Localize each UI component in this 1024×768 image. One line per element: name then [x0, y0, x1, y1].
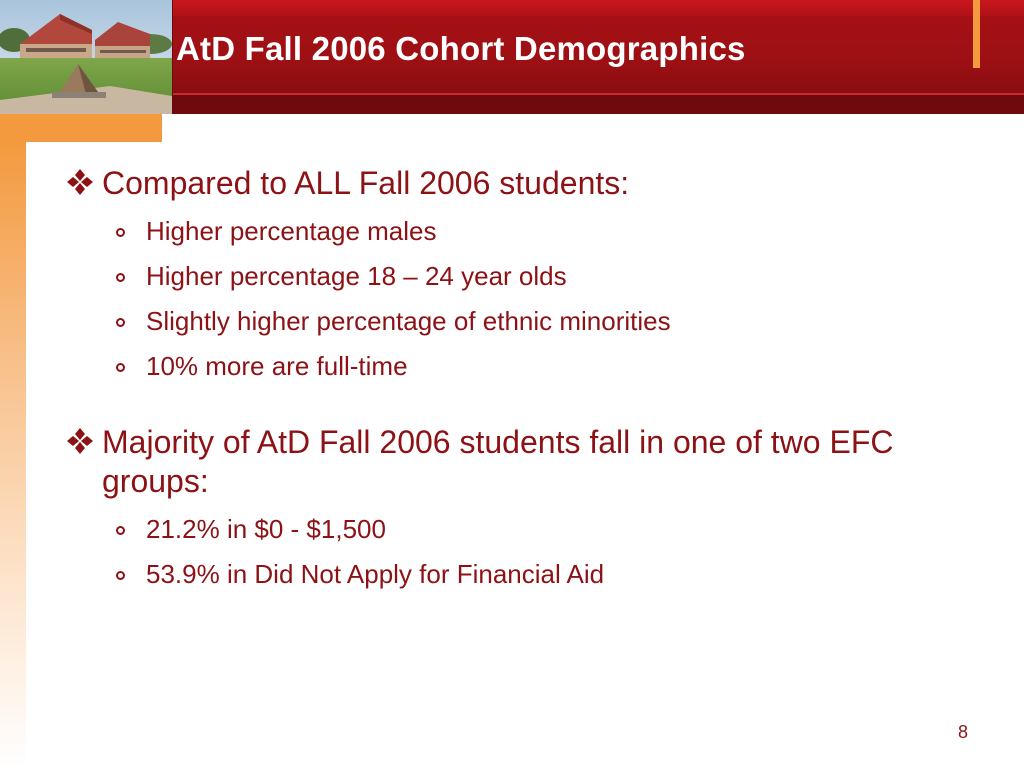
- diamond-bullet-icon: [66, 168, 94, 196]
- section-heading: [62, 423, 962, 501]
- section-heading-text: Compared to ALL Fall 2006 students:: [102, 165, 630, 201]
- list-item-text: Slightly higher percentage of ethnic minorities: [146, 306, 671, 336]
- section-heading: [62, 164, 962, 203]
- list-item: [62, 259, 962, 293]
- circle-bullet-icon: [116, 526, 125, 535]
- circle-bullet-icon: [116, 273, 125, 282]
- section-spacer: [62, 383, 962, 423]
- left-gradient-bar: [0, 142, 26, 768]
- list-item-text: Higher percentage 18 – 24 year olds: [146, 261, 567, 291]
- section-heading-text: Majority of AtD Fall 2006 students fall in one of two EFC groups:: [102, 424, 894, 499]
- list-item: [62, 557, 962, 591]
- slide-header: [0, 0, 1024, 114]
- orange-accent-block: [0, 114, 162, 142]
- diamond-bullet-icon: [66, 427, 94, 455]
- circle-bullet-icon: [116, 318, 125, 327]
- circle-bullet-icon: [116, 228, 125, 237]
- slide-content: [62, 164, 962, 591]
- list-item-text: 53.9% in Did Not Apply for Financial Aid: [146, 559, 605, 589]
- orange-vertical-accent: [973, 0, 980, 68]
- header-top-stripe: [172, 0, 1024, 16]
- list-item: [62, 512, 962, 546]
- list-item-text: 10% more are full-time: [146, 351, 408, 381]
- circle-bullet-icon: [116, 571, 125, 580]
- page-number: 8: [958, 722, 969, 742]
- list-item-text: Higher percentage males: [146, 216, 437, 246]
- list-item: [62, 304, 962, 338]
- campus-photo: [0, 0, 173, 114]
- list-item: [62, 214, 962, 248]
- campus-photo-illustration: [0, 0, 172, 114]
- list-item: [62, 349, 962, 383]
- list-item-text: 21.2% in $0 - $1,500: [146, 514, 386, 544]
- slide-title: AtD Fall 2006 Cohort Demographics: [176, 30, 746, 67]
- circle-bullet-icon: [116, 363, 125, 372]
